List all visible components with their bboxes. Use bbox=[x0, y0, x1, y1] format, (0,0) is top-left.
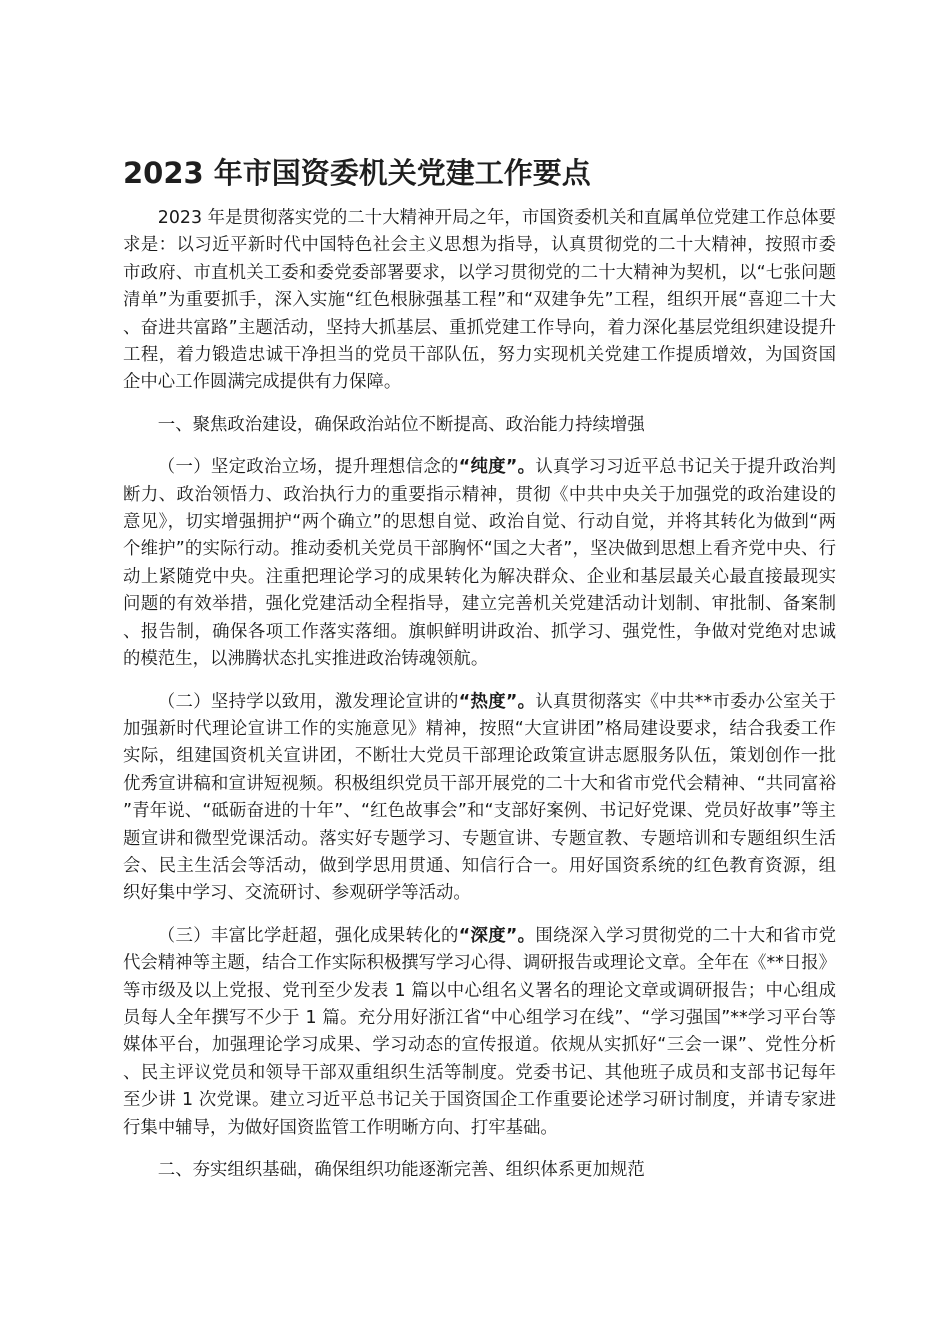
item-lead-3: （三）丰富比学赶超，强化成果转化的 bbox=[157, 925, 459, 946]
document-title: 2023 年市国资委机关党建工作要点 bbox=[123, 156, 591, 190]
section-heading-1: 一、聚焦政治建设，确保政治站位不断提高、政治能力持续增强 bbox=[157, 414, 645, 435]
intro-paragraph: 2023 年是贯彻落实党的二十大精神开局之年，市国资委机关和直属单位党建工作总体要求是：以习近平新时代中国特色社会主义思想为指导，认真贯彻党的二十大精神，按照市委市政府、市直机关工委和委党委部署要求，以学习贯彻党的二十大精神为契机，以“七张问题清单”为重要抓手，深入实施“红色根脉强基工程”和“双建争先”工程，组织开展“喜迎二十大、奋进共富路”主题活动，坚持大抓基层、重抓党建工作导向，着力深化基层党组织建设提升工程，着力锻造忠诚干净担当的党员干部队伍，努力实现机关党建工作提质增效，为国资国企中心工作圆满完成提供有力保障。 bbox=[123, 208, 836, 393]
item-lead-2: （二）坚持学以致用，激发理论宣讲的 bbox=[157, 691, 459, 712]
item-lead-1: （一）坚定政治立场，提升理想信念的 bbox=[157, 457, 459, 478]
item-emphasis-3: “深度”。 bbox=[458, 925, 536, 946]
item-text-2: 认真贯彻落实《中共**市委办公室关于加强新时代理论宣讲工作的实施意见》精神，按照“大宣讲团”格局建设要求，结合我委工作实际，组建国资机关宣讲团，不断壮大党员干部理论政策宣讲志愿服务队伍，策划创作一批优秀宣讲稿和宣讲短视频。积极组织党员干部开展党的二十大和省市党代会精神、“共同富裕”青年说、“砥砺奋进的十年”、“红色故事会”和“支部好案例、书记好党课、党员好故事”等主题宣讲和微型党课活动。落实好专题学习、专题宣讲、专题宣教、专题培训和专题组织生活会、民主生活会等活动，做到学思用贯通、知信行合一。用好国资系统的红色教育资源，组织好集中学习、交流研讨、参观研学等活动。 bbox=[123, 691, 836, 904]
item-paragraph-2 bbox=[123, 689, 836, 908]
item-paragraph-3 bbox=[123, 923, 836, 1142]
item-text-3: 围绕深入学习贯彻党的二十大和省市党代会精神等主题，结合工作实际积极撰写学习心得、调研报告或理论文章。全年在《**日报》等市级及以上党报、党刊至少发表 1 篇以中心组名义署名的理论文章或调研报告；中心组成员每人全年撰写不少于 1 篇。充分用好浙江省“中心组学习在线”、“学习强国”**学习平台等媒体平台，加强理论学习成果、学习动态的宣传报道。依规从实抓好“三会一课”、党性分析、民主评议党员和领导干部双重组织生活等制度。党委书记、其他班子成员和支部书记每年至少讲 1 次党课。建立习近平总书记关于国资国企工作重要论述学习研讨制度，并请专家进行集中辅导，为做好国资监管工作明晰方向、打牢基础。 bbox=[123, 925, 837, 1138]
item-paragraph-1 bbox=[123, 454, 836, 673]
section-heading-2: 二、夯实组织基础，确保组织功能逐渐完善、组织体系更加规范 bbox=[157, 1160, 645, 1180]
item-emphasis-2: “热度”。 bbox=[458, 691, 536, 712]
document-body bbox=[123, 205, 836, 1199]
item-text-1: 认真学习习近平总书记关于提升政治判断力、政治领悟力、政治执行力的重要指示精神，贯彻《中共中央关于加强党的政治建设的意见》，切实增强拥护“两个确立”的思想自觉、政治自觉、行动自觉，并将其转化为做到“两个维护”的实际行动。推动委机关党员干部胸怀“国之大者”，坚决做到思想上看齐党中央、行动上紧随党中央。注重把理论学习的成果转化为解决群众、企业和基层最关心最直接最现实问题的有效举措，强化党建活动全程指导，建立完善机关党建活动计划制、审批制、备案制、报告制，确保各项工作落实落细。旗帜鲜明讲政治、抓学习、强党性，争做对党绝对忠诚的模范生，以沸腾状态扎实推进政治铸魂领航。 bbox=[123, 457, 836, 670]
item-emphasis-1: “纯度”。 bbox=[458, 457, 536, 478]
